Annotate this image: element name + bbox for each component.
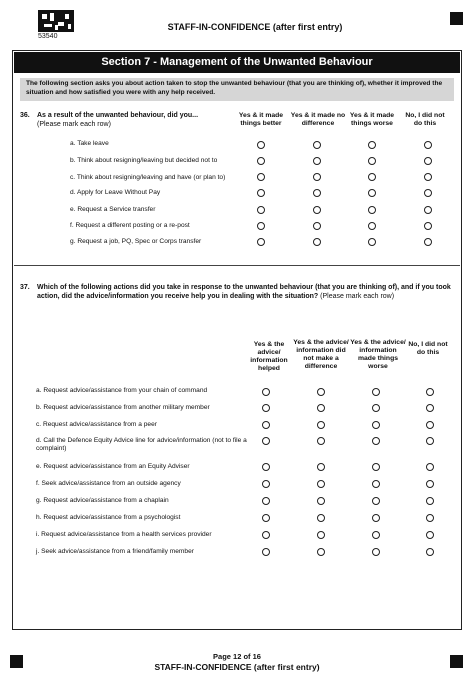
q37-radio-r5-c1[interactable] <box>262 463 270 471</box>
q36-radio-r4-c1[interactable] <box>257 189 265 197</box>
q36-radio-r1-c1[interactable] <box>257 141 265 149</box>
q37-radio-r1-c1[interactable] <box>262 388 270 396</box>
q36-radio-r7-c4[interactable] <box>424 238 432 246</box>
q36-radio-r1-c3[interactable] <box>368 141 376 149</box>
q36-radio-r6-c4[interactable] <box>424 222 432 230</box>
question-divider <box>14 265 460 266</box>
q37-radio-r10-c1[interactable] <box>262 548 270 556</box>
q37-row-label: b. Request advice/assistance from another military member <box>36 404 210 411</box>
q37-radio-r7-c2[interactable] <box>317 497 325 505</box>
q37-radio-r2-c1[interactable] <box>262 404 270 412</box>
q36-radio-r2-c2[interactable] <box>313 157 321 165</box>
q36-radio-r3-c2[interactable] <box>313 173 321 181</box>
q36-radio-r3-c1[interactable] <box>257 173 265 181</box>
q36-radio-r5-c2[interactable] <box>313 206 321 214</box>
q37-radio-r6-c3[interactable] <box>372 480 380 488</box>
q36-radio-r4-c4[interactable] <box>424 189 432 197</box>
q37-row-label: d. Call the Defence Equity Advice line for advice/information (not to file a complaint) <box>36 437 247 452</box>
q37-instruction: (Please mark each row) <box>320 292 395 300</box>
q36-radio-r6-c1[interactable] <box>257 222 265 230</box>
q37-radio-r9-c1[interactable] <box>262 531 270 539</box>
q36-radio-r5-c3[interactable] <box>368 206 376 214</box>
q36-radio-r5-c4[interactable] <box>424 206 432 214</box>
q36-radio-r7-c2[interactable] <box>313 238 321 246</box>
q37-radio-r4-c4[interactable] <box>426 437 434 445</box>
q37-radio-r5-c4[interactable] <box>426 463 434 471</box>
q37-radio-r7-c3[interactable] <box>372 497 380 505</box>
q37-radio-r1-c3[interactable] <box>372 388 380 396</box>
q37-col-no-difference: Yes & the advice/ information did not make a difference <box>293 339 349 370</box>
q36-radio-r1-c2[interactable] <box>313 141 321 149</box>
q36-row-label: b. Think about resigning/leaving but decided not to <box>70 157 218 164</box>
q37-radio-r4-c3[interactable] <box>372 437 380 445</box>
q36-radio-r5-c1[interactable] <box>257 206 265 214</box>
q36-row-label: f. Request a different posting or a re-post <box>70 222 190 229</box>
q36-number: 36. <box>20 112 30 119</box>
q36-radio-r2-c1[interactable] <box>257 157 265 165</box>
q36-instruction: (Please mark each row) <box>37 120 111 128</box>
q37-row-label: a. Request advice/assistance from your chain of command <box>36 387 208 394</box>
barcode-icon <box>38 10 74 32</box>
q37-radio-r10-c2[interactable] <box>317 548 325 556</box>
q36-radio-r6-c2[interactable] <box>313 222 321 230</box>
q37-radio-r9-c2[interactable] <box>317 531 325 539</box>
q37-radio-r10-c3[interactable] <box>372 548 380 556</box>
q37-number: 37. <box>20 284 30 291</box>
q36-radio-r4-c3[interactable] <box>368 189 376 197</box>
q36-radio-r2-c3[interactable] <box>368 157 376 165</box>
q37-row-label: e. Request advice/assistance from an Equity Adviser <box>36 463 190 470</box>
q37-col-worse: Yes & the advice/ information made things worse <box>350 339 406 370</box>
q37-radio-r9-c3[interactable] <box>372 531 380 539</box>
q37-radio-r7-c1[interactable] <box>262 497 270 505</box>
q37-row-label: f. Seek advice/assistance from an outside agency <box>36 480 181 487</box>
q37-radio-r7-c4[interactable] <box>426 497 434 505</box>
q37-radio-r4-c2[interactable] <box>317 437 325 445</box>
registration-mark-top-right <box>450 12 463 25</box>
q37-row-label: c. Request advice/assistance from a peer <box>36 421 157 428</box>
q37-radio-r3-c2[interactable] <box>317 421 325 429</box>
q37-radio-r6-c1[interactable] <box>262 480 270 488</box>
q37-radio-r5-c3[interactable] <box>372 463 380 471</box>
q37-question-text: Which of the following actions did you take in response to the unwanted behaviour (that you are thinking of), and if you took action, did the advice/information you receive help you in dealing with the situation? <box>37 284 451 300</box>
section-intro: The following section asks you about action taken to stop the unwanted behaviour (that you are thinking of), whether it improved the situation and how satisfied you were with any help received. <box>20 78 454 101</box>
q36-radio-r7-c3[interactable] <box>368 238 376 246</box>
q37-radio-r4-c1[interactable] <box>262 437 270 445</box>
q36-radio-r3-c4[interactable] <box>424 173 432 181</box>
form-number: 53540 <box>38 33 58 40</box>
q37-radio-r2-c4[interactable] <box>426 404 434 412</box>
q37-row-label: h. Request advice/assistance from a psychologist <box>36 514 181 521</box>
q37-row-label: i. Request advice/assistance from a health services provider <box>36 531 212 538</box>
q36-question-text: As a result of the unwanted behaviour, did you... <box>37 112 199 119</box>
q37-radio-r3-c4[interactable] <box>426 421 434 429</box>
q37-radio-r9-c4[interactable] <box>426 531 434 539</box>
q36-radio-r7-c1[interactable] <box>257 238 265 246</box>
q37-radio-r10-c4[interactable] <box>426 548 434 556</box>
q37-radio-r1-c4[interactable] <box>426 388 434 396</box>
q37-radio-r5-c2[interactable] <box>317 463 325 471</box>
page-number: Page 12 of 16 <box>213 652 261 661</box>
registration-mark-bottom-left <box>10 655 23 668</box>
q36-question <box>37 112 227 129</box>
q36-radio-r2-c4[interactable] <box>424 157 432 165</box>
q37-radio-r8-c4[interactable] <box>426 514 434 522</box>
q37-row-label: g. Request advice/assistance from a chaplain <box>36 497 169 504</box>
q37-radio-r2-c2[interactable] <box>317 404 325 412</box>
q37-radio-r2-c3[interactable] <box>372 404 380 412</box>
q37-radio-r6-c4[interactable] <box>426 480 434 488</box>
q37-col-helped: Yes & the advice/ information helped <box>250 341 288 372</box>
q37-question <box>37 284 452 301</box>
q37-radio-r1-c2[interactable] <box>317 388 325 396</box>
q37-col-did-not: No, I did not do this <box>408 341 448 356</box>
q37-radio-r8-c2[interactable] <box>317 514 325 522</box>
q36-col-did-not: No, I did not do this <box>405 112 445 127</box>
q36-radio-r4-c2[interactable] <box>313 189 321 197</box>
q36-row-label: d. Apply for Leave Without Pay <box>70 189 161 196</box>
q36-radio-r6-c3[interactable] <box>368 222 376 230</box>
q37-radio-r3-c1[interactable] <box>262 421 270 429</box>
q36-col-better: Yes & it made things better <box>238 112 284 127</box>
page-header-title: STAFF-IN-CONFIDENCE (after first entry) <box>167 22 343 32</box>
q36-row-label: e. Request a Service transfer <box>70 206 156 213</box>
q37-radio-r6-c2[interactable] <box>317 480 325 488</box>
q37-radio-r3-c3[interactable] <box>372 421 380 429</box>
page-footer-title: STAFF-IN-CONFIDENCE (after first entry) <box>154 662 320 672</box>
section-title: Section 7 - Management of the Unwanted Behaviour <box>14 52 460 73</box>
q37-radio-r8-c1[interactable] <box>262 514 270 522</box>
q36-row-label: a. Take leave <box>70 140 109 147</box>
q36-row-label: c. Think about resigning/leaving and have (or plan to) <box>70 174 226 181</box>
q36-col-no-difference: Yes & it made no difference <box>290 112 346 127</box>
q36-col-worse: Yes & it made things worse <box>349 112 395 127</box>
q36-radio-r3-c3[interactable] <box>368 173 376 181</box>
q36-radio-r1-c4[interactable] <box>424 141 432 149</box>
q36-row-label: g. Request a job, PQ, Spec or Corps transfer <box>70 238 202 245</box>
registration-mark-bottom-right <box>450 655 463 668</box>
q37-radio-r8-c3[interactable] <box>372 514 380 522</box>
q37-row-label: j. Seek advice/assistance from a friend/family member <box>36 548 194 555</box>
